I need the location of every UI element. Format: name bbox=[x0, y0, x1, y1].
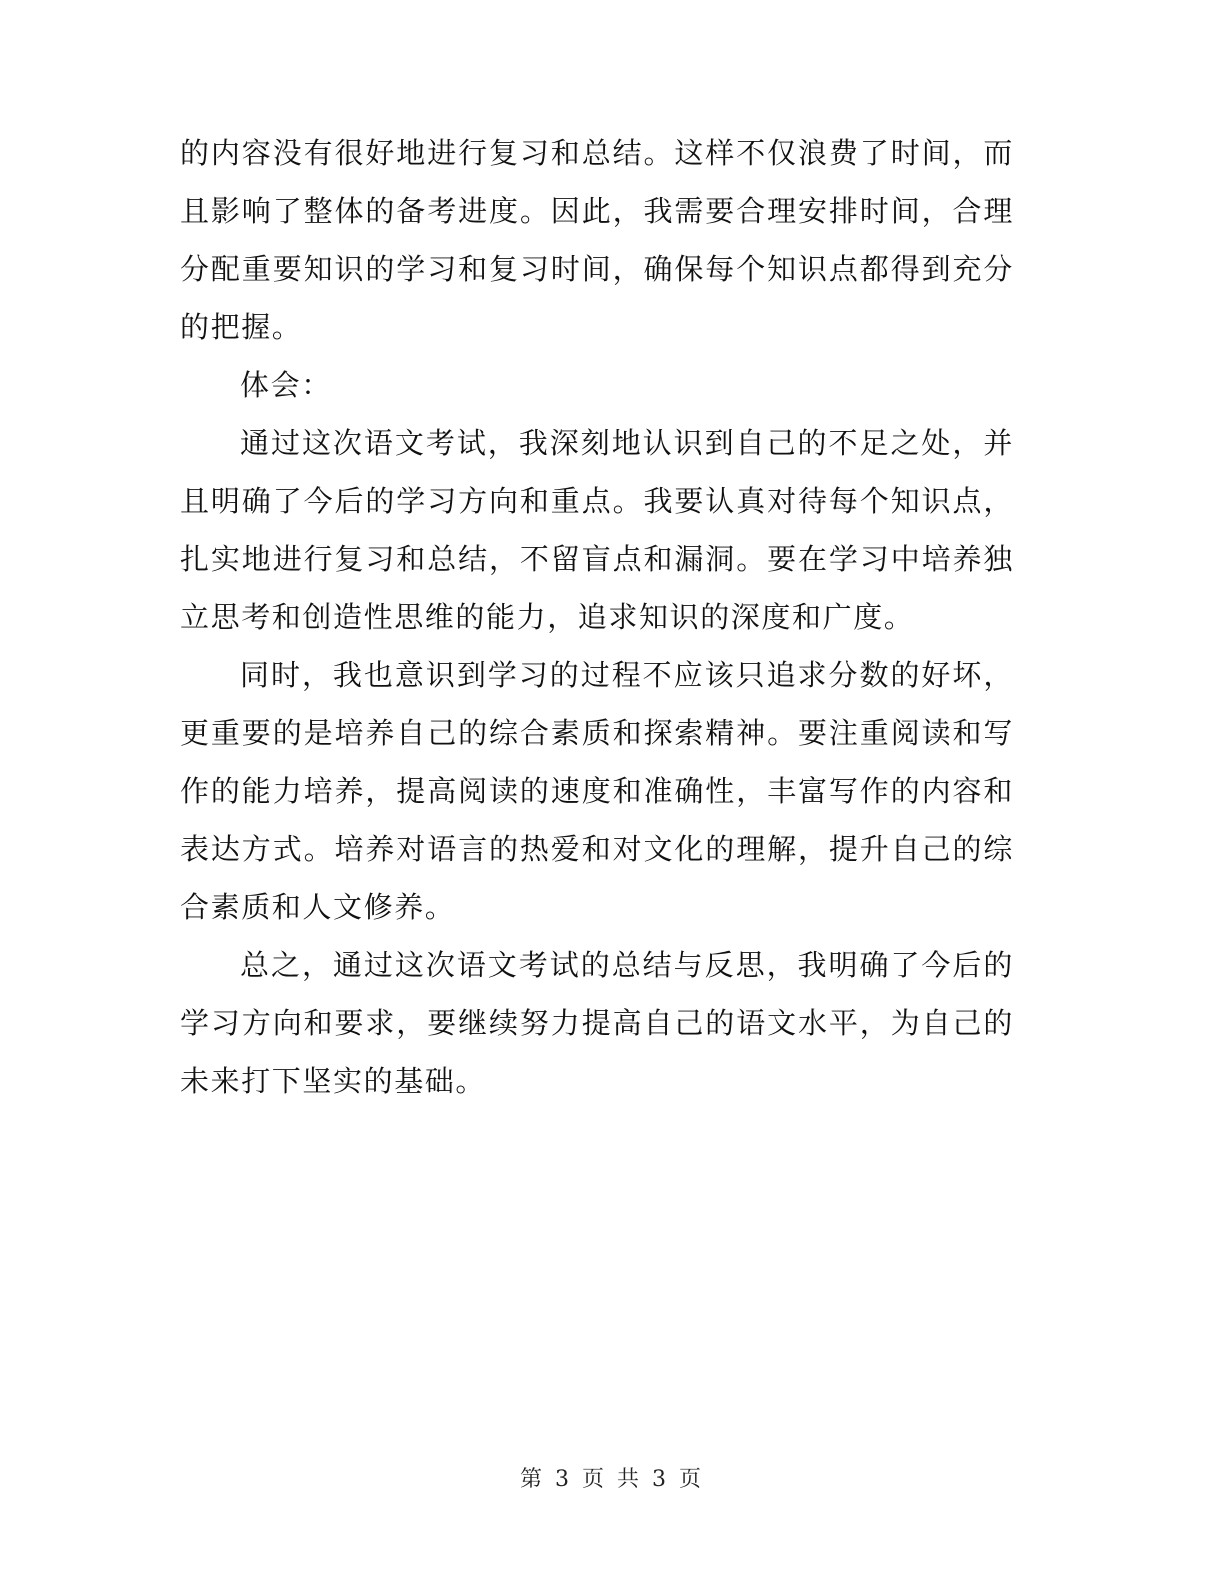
paragraph-continuation: 的内容没有很好地进行复习和总结。这样不仅浪费了时间，而且影响了整体的备考进度。因此，我需要合理安排时间，合理分配重要知识的学习和复习时间，确保每个知识点都得到充分的把握。 bbox=[180, 136, 1014, 344]
paragraph-reflection-1: 通过这次语文考试，我深刻地认识到自己的不足之处，并且明确了今后的学习方向和重点。我要认真对待每个知识点，扎实地进行复习和总结，不留盲点和漏洞。要在学习中培养独立思考和创造性思维的能力，追求知识的深度和广度。 bbox=[180, 426, 1014, 634]
page-number-footer: 第 3 页 共 3 页 bbox=[520, 1467, 704, 1492]
section-heading-reflection: 体会： bbox=[240, 368, 332, 402]
document-body bbox=[180, 124, 1014, 1110]
paragraph-conclusion: 总之，通过这次语文考试的总结与反思，我明确了今后的学习方向和要求，要继续努力提高自己的语文水平，为自己的未来打下坚实的基础。 bbox=[180, 948, 1014, 1098]
paragraph-reflection-2: 同时，我也意识到学习的过程不应该只追求分数的好坏，更重要的是培养自己的综合素质和探索精神。要注重阅读和写作的能力培养，提高阅读的速度和准确性，丰富写作的内容和表达方式。培养对语言的热爱和对文化的理解，提升自己的综合素质和人文修养。 bbox=[180, 658, 1014, 924]
